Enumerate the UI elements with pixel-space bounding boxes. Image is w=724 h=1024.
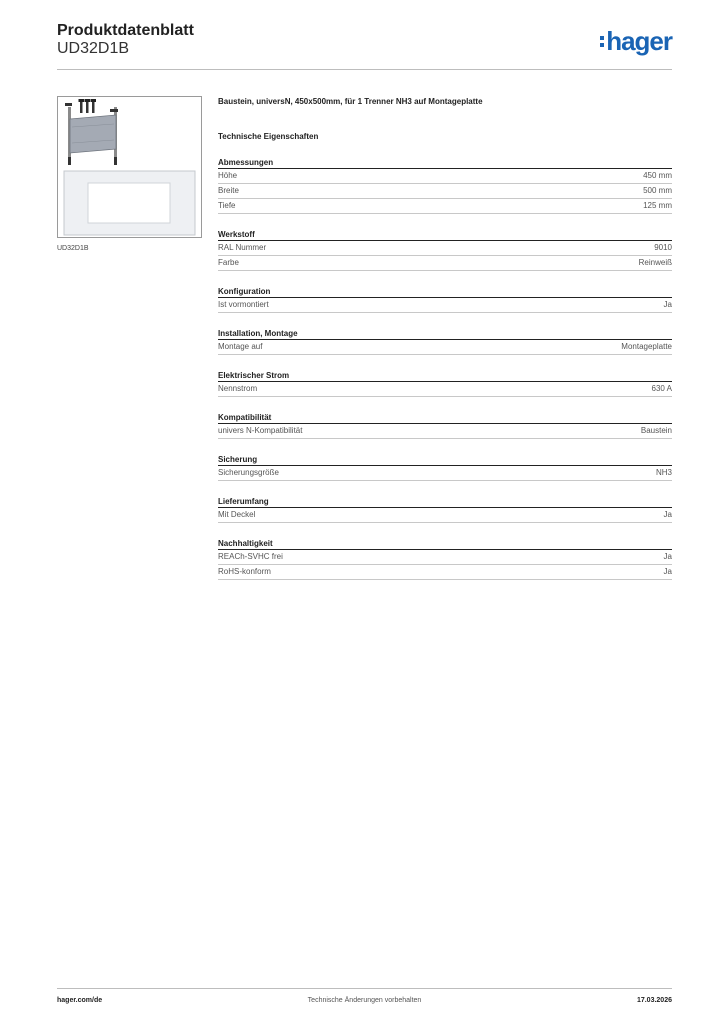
spec-row: [218, 241, 672, 256]
spec-value: NH3: [655, 468, 672, 477]
footer-website-link[interactable]: hager.com/de: [57, 997, 103, 1004]
spec-group-title: Lieferumfang: [218, 496, 672, 508]
spec-label: REACh-SVHC frei: [218, 552, 283, 561]
spec-value: 450 mm: [643, 171, 672, 180]
spec-value: Ja: [663, 300, 672, 309]
tech-properties-heading: Technische Eigenschaften: [218, 132, 319, 141]
spec-group-sustainability: [218, 538, 672, 580]
product-specs: [218, 96, 672, 580]
spec-label: Montage auf: [218, 342, 263, 351]
spec-group-title: Abmessungen: [218, 157, 672, 169]
spec-value: 9010: [654, 243, 672, 252]
spec-label: Breite: [218, 186, 239, 195]
spec-row: [218, 298, 672, 313]
spec-label: univers N-Kompatibilität: [218, 426, 303, 435]
spec-row: [218, 565, 672, 580]
footer-disclaimer: Technische Änderungen vorbehalten: [307, 997, 422, 1004]
spec-row: [218, 508, 672, 523]
spec-group-installation: [218, 328, 672, 355]
spec-label: Sicherungsgröße: [218, 468, 279, 477]
spec-group-configuration: [218, 286, 672, 313]
document-title: Produktdatenblatt: [57, 22, 194, 39]
spec-group-title: Installation, Montage: [218, 328, 672, 340]
spec-value: Ja: [663, 552, 672, 561]
product-image: [57, 96, 202, 238]
spec-value: Baustein: [640, 426, 672, 435]
hager-logo[interactable]: [600, 26, 672, 56]
image-caption: UD32D1B: [57, 245, 89, 252]
logo-text: hager: [606, 26, 672, 56]
spec-row: [218, 340, 672, 355]
spec-group-compatibility: [218, 412, 672, 439]
spec-label: Mit Deckel: [218, 510, 256, 519]
spec-value: 125 mm: [643, 201, 672, 210]
spec-row: [218, 424, 672, 439]
spec-row: [218, 382, 672, 397]
spec-label: Ist vormontiert: [218, 300, 269, 309]
spec-value: Reinweiß: [638, 258, 672, 267]
spec-group-title: Elektrischer Strom: [218, 370, 672, 382]
footer-divider: [57, 988, 672, 989]
spec-label: Tiefe: [218, 201, 236, 210]
spec-value: Montageplatte: [621, 342, 672, 351]
spec-label: Farbe: [218, 258, 239, 267]
header-divider: [57, 69, 672, 70]
spec-value: Ja: [663, 510, 672, 519]
spec-group-fuse: [218, 454, 672, 481]
spec-group-electrical: [218, 370, 672, 397]
spec-group-dimensions: [218, 157, 672, 214]
logo-dots-icon: [600, 36, 604, 47]
spec-label: Nennstrom: [218, 384, 258, 393]
spec-label: RAL Nummer: [218, 243, 267, 252]
spec-row: [218, 466, 672, 481]
spec-group-title: Nachhaltigkeit: [218, 538, 672, 550]
spec-group-title: Konfiguration: [218, 286, 672, 298]
spec-row: [218, 169, 672, 184]
spec-label: Höhe: [218, 171, 238, 180]
enclosure-module-icon: [58, 97, 201, 237]
spec-value: Ja: [663, 567, 672, 576]
spec-value: 500 mm: [643, 186, 672, 195]
spec-row: [218, 256, 672, 271]
footer-date: 17.03.2026: [636, 997, 672, 1004]
spec-group-delivery: [218, 496, 672, 523]
spec-group-title: Sicherung: [218, 454, 672, 466]
spec-row: [218, 184, 672, 199]
spec-value: 630 A: [651, 384, 672, 393]
spec-row: [218, 199, 672, 214]
spec-group-title: Kompatibilität: [218, 412, 672, 424]
product-description: Baustein, universN, 450x500mm, für 1 Trenner NH3 auf Montageplatte: [218, 97, 483, 106]
spec-row: [218, 550, 672, 565]
spec-group-material: [218, 229, 672, 271]
page-header: [57, 22, 672, 70]
spec-group-title: Werkstoff: [218, 229, 672, 241]
page-footer: [57, 997, 672, 1009]
product-code: UD32D1B: [57, 40, 130, 57]
spec-label: RoHS-konform: [218, 567, 271, 576]
